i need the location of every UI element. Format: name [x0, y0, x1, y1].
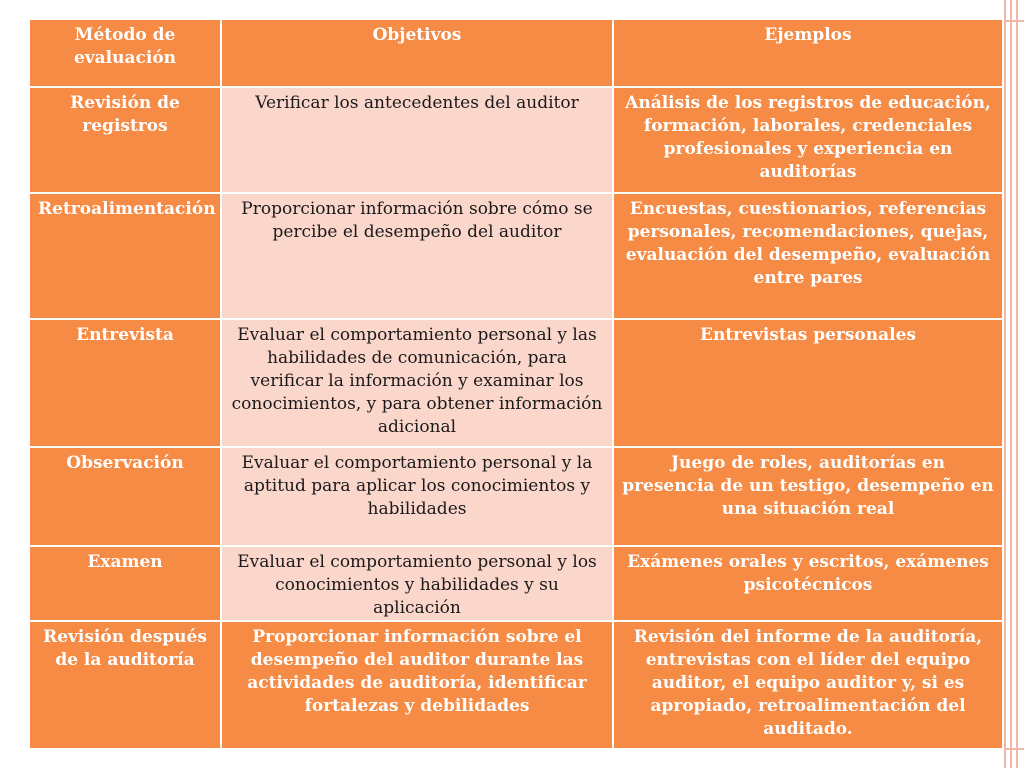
frame-line-vertical-3	[1016, 0, 1018, 768]
frame-line-vertical-1	[1004, 0, 1006, 768]
objective-cell: Proporcionar información sobre cómo se percibe el desempeño del auditor	[222, 194, 612, 318]
method-cell: Entrevista	[30, 320, 220, 445]
evaluation-methods-table	[28, 18, 1004, 750]
examples-cell: Exámenes orales y escritos, exámenes psicotécnicos	[614, 547, 1002, 620]
objective-cell: Proporcionar información sobre el desempeño del auditor durante las actividades de auditoría, identificar fortalezas y debilidades	[222, 622, 612, 748]
header-method: Método de evaluación	[30, 20, 220, 86]
examples-cell: Encuestas, cuestionarios, referencias personales, recomendaciones, quejas, evaluación del desempeño, evaluación entre pares	[614, 194, 1002, 318]
method-cell: Examen	[30, 547, 220, 620]
objective-cell: Evaluar el comportamiento personal y los conocimientos y habilidades y su aplicación	[222, 547, 612, 620]
examples-cell: Análisis de los registros de educación, formación, laborales, credenciales profesionales y experiencia en auditorías	[614, 88, 1002, 192]
objective-cell: Evaluar el comportamiento personal y las habilidades de comunicación, para verificar la información y examinar los conocimientos, y para obtener información adicional	[222, 320, 612, 445]
method-cell: Revisión después de la auditoría	[30, 622, 220, 748]
table-row	[30, 320, 1002, 445]
objective-cell: Verificar los antecedentes del auditor	[222, 88, 612, 192]
frame-line-horizontal-2	[1004, 748, 1024, 750]
frame-line-vertical-2	[1010, 0, 1012, 768]
examples-cell: Revisión del informe de la auditoría, entrevistas con el líder del equipo auditor, el equipo auditor y, si es apropiado, retroalimentación del auditado.	[614, 622, 1002, 748]
objective-cell: Evaluar el comportamiento personal y la aptitud para aplicar los conocimientos y habilidades	[222, 448, 612, 545]
method-cell: Revisión de registros	[30, 88, 220, 192]
table-row	[30, 194, 1002, 318]
frame-line-horizontal-1	[1004, 20, 1024, 22]
header-objectives: Objetivos	[222, 20, 612, 86]
table-row	[30, 622, 1002, 748]
method-cell: Retroalimentación	[30, 194, 220, 318]
examples-cell: Entrevistas personales	[614, 320, 1002, 445]
method-cell: Observación	[30, 448, 220, 545]
table-row	[30, 547, 1002, 620]
header-examples: Ejemplos	[614, 20, 1002, 86]
table-row	[30, 88, 1002, 192]
table-header-row	[30, 20, 1002, 86]
examples-cell: Juego de roles, auditorías en presencia de un testigo, desempeño en una situación real	[614, 448, 1002, 545]
table-row	[30, 448, 1002, 545]
